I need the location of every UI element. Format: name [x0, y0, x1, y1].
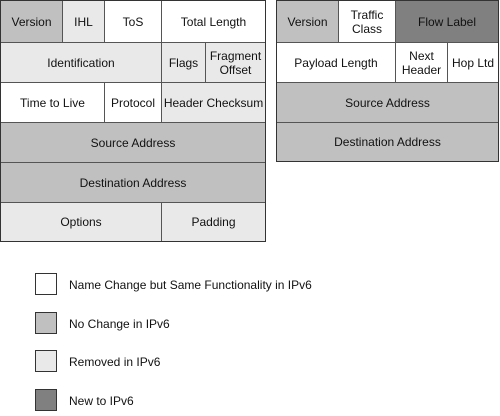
- ipv4-source-address: Source Address: [1, 123, 265, 163]
- ipv6-version: Version: [277, 1, 339, 43]
- legend-label-removed: Removed in IPv6: [69, 355, 161, 369]
- ipv4-ihl: IHL: [63, 1, 105, 43]
- ipv4-header-checksum: Header Checksum: [162, 83, 265, 123]
- ipv4-time-to-live: Time to Live: [1, 83, 105, 123]
- legend-swatch-name-change: [35, 273, 57, 295]
- ipv6-next-header: Next Header: [396, 43, 448, 83]
- ipv6-source-address: Source Address: [277, 83, 498, 123]
- ipv6-payload-length: Payload Length: [277, 43, 396, 83]
- ipv6-header: [276, 0, 499, 162]
- legend-swatch-no-change: [35, 312, 57, 334]
- ipv4-version: Version: [1, 1, 63, 43]
- ipv4-padding: Padding: [162, 203, 265, 241]
- ipv4-destination-address: Destination Address: [1, 163, 265, 203]
- ipv4-tos: ToS: [105, 1, 162, 43]
- legend-swatch-removed: [35, 350, 57, 372]
- ipv4-header: [0, 0, 266, 242]
- ipv6-traffic-class: Traffic Class: [339, 1, 396, 43]
- ipv4-protocol: Protocol: [105, 83, 162, 123]
- ipv4-identification: Identification: [1, 43, 162, 83]
- ipv4-fragment-offset: Fragment Offset: [206, 43, 265, 83]
- ipv6-destination-address: Destination Address: [277, 123, 498, 161]
- ipv6-flow-label: Flow Label: [396, 1, 498, 43]
- ipv4-total-length: Total Length: [162, 1, 265, 43]
- legend-label-no-change: No Change in IPv6: [69, 317, 170, 331]
- legend-label-new: New to IPv6: [69, 394, 134, 408]
- ipv4-flags: Flags: [162, 43, 206, 83]
- ipv6-hop-limit: Hop Ltd: [448, 43, 498, 83]
- ipv4-options: Options: [1, 203, 162, 241]
- legend-label-name-change: Name Change but Same Functionality in IPv6: [69, 278, 312, 292]
- legend-swatch-new: [35, 389, 57, 411]
